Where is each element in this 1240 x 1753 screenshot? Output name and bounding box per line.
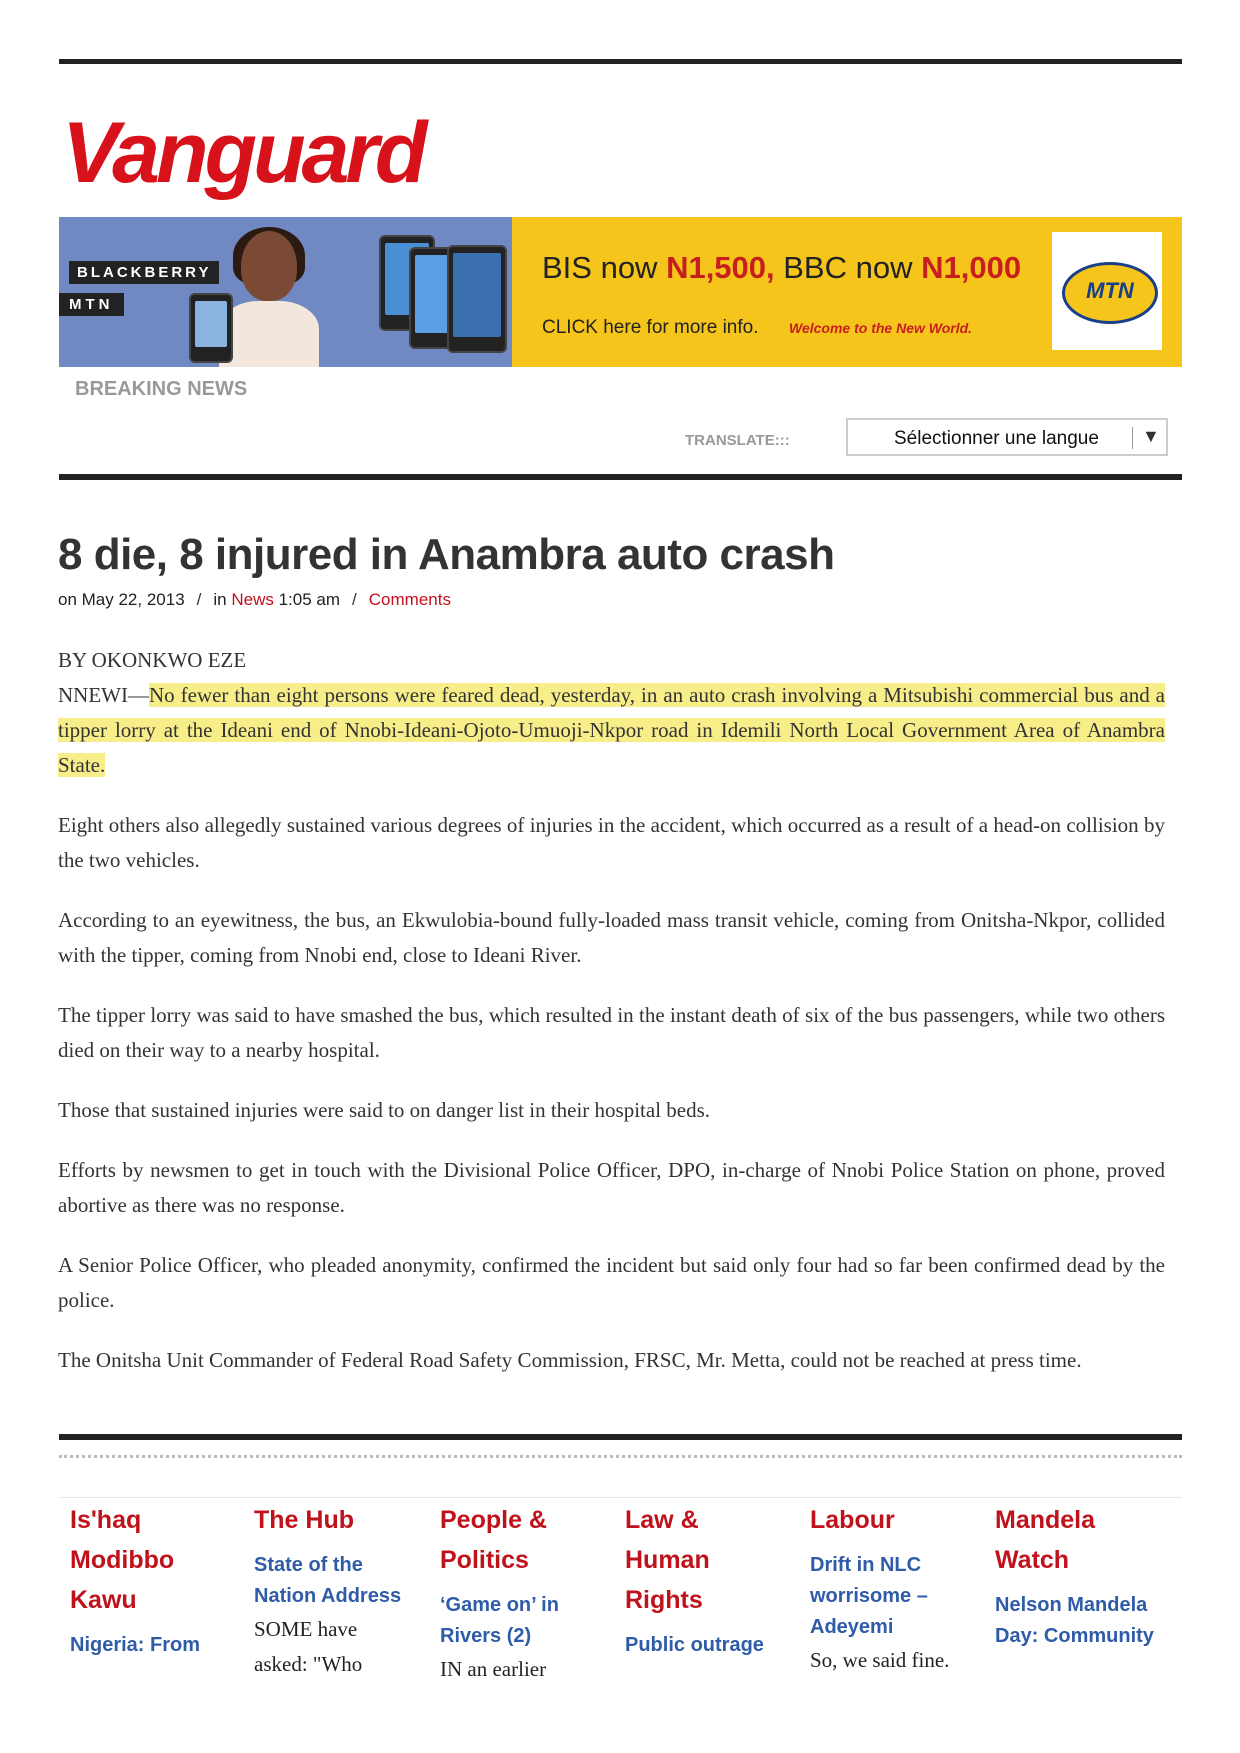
banner-slogan: Welcome to the New World. xyxy=(789,320,973,336)
phone-image xyxy=(189,293,233,363)
ad-banner[interactable] xyxy=(59,217,1182,367)
article-paragraph: The tipper lorry was said to have smashed the bus, which resulted in the instant death of six of the bus passengers, while two others died on their way to a nearby hospital. xyxy=(58,1003,1165,1062)
column-the-hub xyxy=(254,1500,424,1682)
column-labour xyxy=(810,1500,980,1678)
column-ishaq xyxy=(70,1500,240,1661)
dotted-divider xyxy=(59,1455,1182,1458)
column-excerpt: SOME have asked: "Who xyxy=(254,1617,363,1676)
article-paragraph: A Senior Police Officer, who pleaded anonymity, confirmed the incident but said only four had so far been confirmed dead by the police. xyxy=(58,1253,1165,1312)
article-paragraph: According to an eyewitness, the bus, an Ekwulobia-bound fully-loaded mass transit vehicle, coming from Onitsha-Nkpor, collided with the tipper, coming from Nnobi end, close to Ideani River. xyxy=(58,908,1165,967)
top-rule xyxy=(59,59,1182,64)
article-paragraph: The Onitsha Unit Commander of Federal Road Safety Commission, FRSC, Mr. Metta, could not be reached at press time. xyxy=(58,1348,1082,1372)
banner-left-panel xyxy=(59,217,512,367)
phone-image xyxy=(447,245,507,353)
column-title[interactable]: The Hub xyxy=(254,1506,354,1534)
banner-right-panel xyxy=(512,217,1182,367)
language-select-value: Sélectionner une langue xyxy=(894,428,1099,449)
banner-price-text: BIS now N1,500, BBC now N1,000 xyxy=(542,250,1022,285)
column-title[interactable]: Law & Human Rights xyxy=(625,1506,710,1614)
mtn-logo-box xyxy=(1052,232,1162,350)
article-lead: NNEWI—No fewer than eight persons were feared dead, yesterday, in an auto crash involving a Mitsubishi commercial bus and a tipper lorry at the Ideani end of Nnobi-Ideani-Ojoto-Umuoji-Nkpor road in Idemili North Local Government Area of Anambra State. xyxy=(58,683,1165,777)
column-mandela-watch xyxy=(995,1500,1165,1652)
banner-tag-mtn: MTN xyxy=(59,293,124,316)
column-title[interactable]: Is'haq Modibbo Kawu xyxy=(70,1506,175,1614)
footer-rule xyxy=(59,1434,1182,1440)
column-link[interactable]: Nelson Mandela Day: Community xyxy=(995,1594,1154,1647)
article-date: on May 22, 2013 xyxy=(58,590,185,609)
column-excerpt: So, we said fine. xyxy=(810,1648,950,1672)
column-title[interactable]: People & Politics xyxy=(440,1506,547,1574)
column-title[interactable]: Mandela Watch xyxy=(995,1506,1096,1574)
article-body xyxy=(58,643,1165,1403)
header-rule xyxy=(59,474,1182,480)
banner-click-text[interactable]: CLICK here for more info. xyxy=(542,317,759,338)
language-select[interactable] xyxy=(846,418,1168,456)
column-link[interactable]: Drift in NLC worrisome – Adeyemi xyxy=(810,1554,928,1638)
column-link[interactable]: Nigeria: From xyxy=(70,1634,201,1656)
highlighted-text: No fewer than eight persons were feared dead, yesterday, in an auto crash involving a Mitsubishi commercial bus and a tipper lorry at the Ideani end of Nnobi-Ideani-Ojoto-Umuoji-Nkpor road in Idemili North Local Government Area of Anambra State. xyxy=(58,683,1165,777)
column-excerpt: IN an earlier xyxy=(440,1657,547,1681)
column-link[interactable]: ‘Game on’ in Rivers (2) xyxy=(440,1594,559,1647)
dropdown-arrow-icon[interactable]: ▼ xyxy=(1142,426,1160,446)
article-paragraph: Efforts by newsmen to get in touch with the Divisional Police Officer, DPO, in-charge of Nnobi Police Station on phone, proved abortive as there was no response. xyxy=(58,1158,1165,1217)
columns-top-line xyxy=(59,1497,1182,1498)
breaking-news-label: BREAKING NEWS xyxy=(75,378,248,400)
site-logo[interactable]: Vanguard xyxy=(62,105,424,201)
banner-tag-blackberry: BLACKBERRY xyxy=(69,261,219,284)
column-link[interactable]: State of the Nation Address xyxy=(254,1554,402,1607)
article-meta: on May 22, 2013 / in News 1:05 am / Comments xyxy=(58,590,451,609)
article-paragraph: Those that sustained injuries were said to on danger list in their hospital beds. xyxy=(58,1098,711,1122)
column-people-politics xyxy=(440,1500,610,1687)
translate-label: TRANSLATE::: xyxy=(685,432,790,449)
comments-link[interactable]: Comments xyxy=(368,590,451,609)
article-title: 8 die, 8 injured in Anambra auto crash xyxy=(58,530,835,579)
mtn-logo: MTN xyxy=(1062,262,1158,324)
article-byline: BY OKONKWO EZE xyxy=(58,648,247,672)
column-title[interactable]: Labour xyxy=(810,1506,895,1534)
article-paragraph: Eight others also allegedly sustained various degrees of injuries in the accident, which occurred as a result of a head-on collision by the two vehicles. xyxy=(58,813,1165,872)
column-law-human-rights xyxy=(625,1500,795,1661)
article-time: 1:05 am xyxy=(273,590,341,609)
column-link[interactable]: Public outrage xyxy=(625,1634,764,1656)
category-link[interactable]: News xyxy=(231,590,274,609)
